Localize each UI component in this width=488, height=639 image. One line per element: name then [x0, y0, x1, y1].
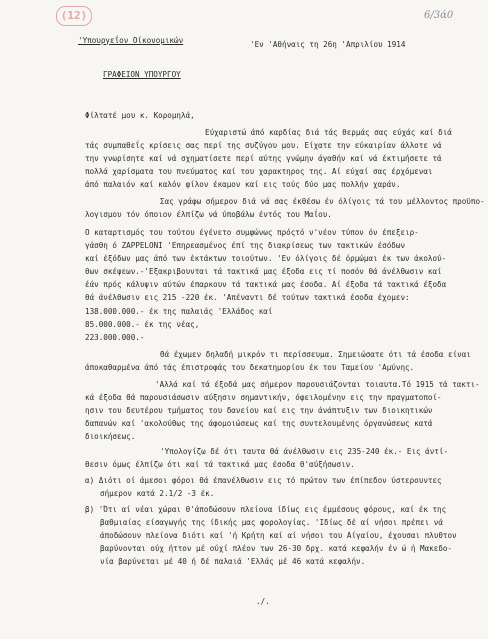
body-line: νία βαρύνεται μέ 40 ή δέ παλαιά 'Ελλάς μέ 46 κατά κεφαλήν. — [100, 557, 366, 566]
body-line: πολλά χαρίσματα του πνεύματος καί του χαρακτηρος της. Αί εύχαί σας έρχόμεναι — [85, 167, 433, 176]
body-line: διοικήσεως. — [85, 432, 136, 441]
body-line: 'Υπολογίζω δέ ότι ταυτα θά άνέλθωσιν εις 235-240 έκ.- Εις άντί- — [160, 447, 449, 456]
body-line: β) 'Ότι αί νέαι χώραι θ'άποδώσουν πλείονα ίδίως εις έμμέσους φόρους, καί έκ της — [85, 505, 447, 514]
handwritten-note: 6/3ά0 — [424, 10, 454, 21]
body-line: 138.000.000.- έκ της παλαιάς 'Ελλάδος καί — [85, 307, 273, 316]
body-line: α) Διότι οί άμεσοι φόροι θά έπανέλθωσιν εις τό πρώτον των έπίπεδον ύστερουντες — [85, 476, 442, 485]
body-line: Ο καταρτισμός του τούτου έγένετο συμφώνως πρόςτό ν'νέον τύπον όν έπεξειρ- — [85, 228, 419, 237]
body-line: 'Αλλά καί τά έξοδά μας σήμερον παρουσιάζονται τοιαυτα.Τό 1915 τά τακτι- — [155, 380, 480, 389]
ministry-header: 'Υπουργεΐον Οίκονομικών — [78, 36, 184, 45]
body-line: θεσιν όμως έλπίζω ότι καί τά τακτικά μας έσοδα θ'αύξήσωσιν. — [85, 460, 355, 469]
body-line: 223.000.000.- — [85, 333, 145, 342]
body-line: Θά έχωμεν δηλαδή μικρόν τι περίσσευμα. Σημειώσατε ότι τά έσοδα είναι — [160, 350, 471, 359]
archive-stamp: (12) — [56, 6, 92, 26]
body-line: καί έξόδων μας άπό των έκτάκτων τοιούτων. 'Εν όλίγοις δέ όρμώμαι έκ των άκολού- — [85, 254, 447, 263]
body-line: κά έξοδα θά παρουσιάσωσιν αύξησιν σημαντικήν, όφειλομένην εις την πραγματοποί- — [85, 393, 442, 402]
body-line: τάς συμπαθεΐς κρίσεις σας περί της συζύγου μου. Είχατε την εύκαιρίαν άλλοτε νά — [85, 141, 442, 150]
body-line: άπό παλαιόν καί καλόν φίλον έκαμον καί εις τούς δύο μας πολλήν χαράν. — [85, 180, 401, 189]
body-line: 85.000.000.- έκ της νέας, — [85, 320, 200, 329]
body-line: γάσθη ό ZAPPELONI 'Επηρεασμένος έπί της διακρίσεως των τακτικών έσόδων — [85, 241, 406, 250]
body-line: βαρύνονται ούχ ήττον μέ ούχί πλέον των 26-30 δρχ. κατά κεφαλήν έν ώ ή Μακεδο- — [100, 544, 453, 553]
body-line: Εύχαριστώ άπό καρδίας διά τάς θερμάς σας εύχάς καί διά — [205, 128, 452, 137]
body-line: άποκαθαρμένα άπό τάς έπιστροφάς του δεκατημορίου έκ του Ταμείου 'Αμύνης. — [85, 363, 415, 372]
body-line: λογισμου τόν όποιον έλπίζω νά ύποβάλω έντός του Μαΐου. — [85, 210, 332, 219]
body-line: σήμερον κατά 2.1/2 -3 έκ. — [100, 489, 215, 498]
body-line: ησιν του δευτέρου τμήματος του δανείου καί εις την άνάπτυξιν των διοικητικών — [85, 406, 433, 415]
body-line: θων σκέψεων.-'Εξακριβουνται τά τακτικά μας έξοδα εις τί ποσόν θά άνέλθωσιν καί — [85, 267, 442, 276]
body-line: άποδώσουν πλείονα διότι καί 'ή Κρήτη καί αί νήσοι του Αίγαίου, έχουσαι πλυθτον — [100, 531, 457, 540]
body-line: έάν πρός κάλυψιν αύτών έπαρκουν τά τακτικά μας έσοδα. Αί έξοδα τά τακτικά έξοδα — [85, 280, 447, 289]
body-line: βαθμιαίας είσαγωγής της ίδικής μας φορολογίας. 'Ιδίως δέ αί νήσοι πρέπει νά — [100, 518, 443, 527]
body-line: θά άνέλθωσιν εις 215 -220 έκ. 'Απέναντι δέ τούτων τακτικά έσοδα έχομεν: — [85, 293, 410, 302]
letter-date: 'Εν 'Αθήναις τη 26η 'Απριλίου 1914 — [250, 40, 406, 49]
salutation: Φίλτατέ μου κ. Κορομηλά, — [85, 111, 195, 120]
continuation-mark: ./. — [256, 597, 270, 606]
body-line: την γνωρίσητε καί νά σχηματίσετε περί αύτης γνώμην άγαθήν καί νά έκτιμήσετε τά — [85, 154, 442, 163]
body-line: Σας γράφω σήμερον διά νά σας έκθέσω έν όλίγοις τά του μέλλοντος προϋπο- — [160, 197, 485, 206]
office-header: ΓΡΑΦΕΙΟΝ ΥΠΟΥΡΓΟΥ — [103, 70, 181, 79]
body-line: δαπανών καί 'ακολούθως της άφομοιώσεως καί της συντελουμένης όργανώσεως κατά — [85, 419, 433, 428]
